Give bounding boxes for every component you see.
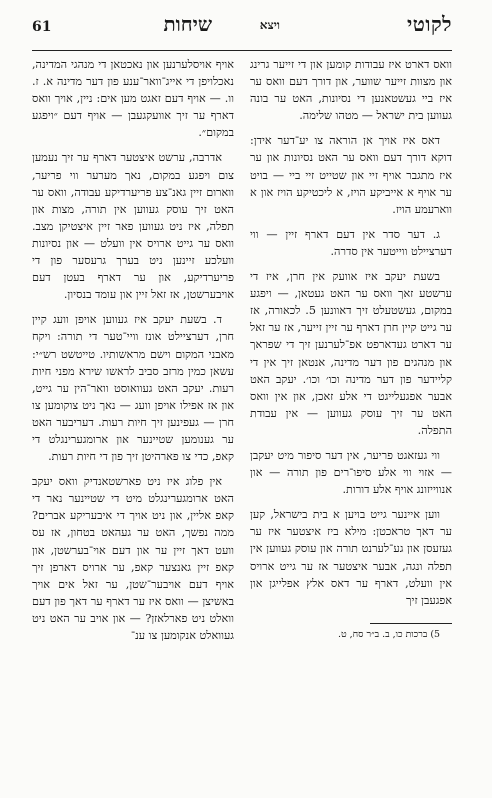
header-title-left: שיחות <box>163 12 212 36</box>
running-header <box>32 12 452 46</box>
paragraph: אין פלוג איז ניט פארשטאנדיק וואס יעקב האט ארומגערינגלט מיט די שטיינער נאר די קאפ אליין, און ניט אויך די איבעריקע אברים? ממה נפשך, האט ער געהאט בטחון, אז עס וועט דאך זיין ער און דעם אוי־בערשטן, און קאפ זיין גאנצער קאפ, ער ארויס דארפן זיך אויף דעם אויבער־שטן, ער זאל אים אויך באשיצן — וואס איז ער דארף ער דאך פון דעם וואלט ניט פארלאזן? — און אויב ער האט ניט געוואלט אנקומען צו ענ־ <box>32 475 234 642</box>
left-column <box>32 56 234 652</box>
paragraph: אדרבה, ערשט איצטער דארף ער זיך נעמען צום ויפגע במקום, נאך מערער ווי פריער, ווארום זיין גאנ־צע פריערדיקע עבודה, וואס ער האט זיך עוסק געווען אין תורה, מצות און תפלה, איז ניט געווען פאר זיין איצטיקן מצב. וואס ער גייט ארויס אין וועלט — און נסיונות וועלכע זיינען ניט בערך גרעסער פון די פריערדיקע, און ער דארף בעטן דעם אויבערשטן, אז זאל זיין און עומד בנסיון. <box>32 151 234 302</box>
header-title-right: לקוטי <box>407 12 452 36</box>
header-parsha: ויצא <box>259 18 280 32</box>
right-column <box>250 56 452 649</box>
paragraph: ד. בשעת יעקב איז געווען אויפן וועג קיין חרן, דערציילט אונז וויי־טער די תורה: ויקח מאבני המקום וישם מראשותיו. טייטשט רש״י: עשאן כמין מרזב סביב לראשו שירא מפני חיות רעות. יעקב האט געוואוסט וואר־הין ער גייט, און אז אפילו אויפן וועג — נאך ניט צוקומען צו חרן — געפינען זיך חיות רעות. דעריבער האט ער גענומען שטיינער און ארומגערינגלט די קאפ, כדי צו פארהיטן זיך פון די חיות רעות. <box>32 313 234 464</box>
paragraph: דאס איז אויך אן הוראה צו יע־דער אידן: דוקא דורך דעם וואס ער האט נסיונות און ער איז מתגבר אויף זיי און שטייט זיי ביי — בויט ער אויף א אייביקע הויז, א ליכטיקע הויז און א ווארעמע הויז. <box>250 134 452 216</box>
text-columns <box>32 56 452 738</box>
paragraph: ג. דער סדר אין דעם דארף זיין — ווי דערציילט ווייטער אין סדרה. <box>250 227 452 258</box>
paragraph: ווי געזאגט פריער, אין דער סיפור מיט יעקבן — אזוי ווי אלע סיפו־רים פון תורה — און אנווייזונג אויף אלע דורות. <box>250 448 452 497</box>
paragraph: וואס דארט איז עבודות קומען און די זייער גרינג און מצוות זייער שווער, און דורך דעם וואס ער איז ביי געשטאנען די נסיונות, האט ער בונה געווען בית ישראל — מטהו שלימה. <box>250 58 452 123</box>
page-number: 61 <box>32 19 52 35</box>
header-rule <box>32 50 452 51</box>
footnote-rule <box>370 623 452 624</box>
paragraph: אויף אויסלערנען און נאכטאן די מנהגי המדינה, נאכלויפן די אייג־וואר־ענע פון דער מדינה א. ז. וו. — אויף דעם זאגט מען אים: ניין, אויך וואס דארף ער זיך אוועקגעבן — אויף דעם ״ויפגע במקום״. <box>32 58 234 140</box>
paragraph: ווען איינער גייט בויען א בית בישראל, קען ער דאך טראכטן: מילא ביז איצטער איז ער געזעסן און גע־לערנט תורה און עוסק געווען אין תפלה ונגה, אבער איצטער אז ער גייט ארויס אין וועלט, דארף ער דאס אלץ אפלייגן און אפגעבן זיך <box>250 508 452 607</box>
footnote: 5) ברכות כו, ב. ב״ר סח, ט. <box>338 628 440 640</box>
paragraph: בשעת יעקב איז אוועק אין חרן, איז די ערשטע זאך וואס ער האט געטאן, — ויפגע במקום, געשטעלט זיך דאוונען 5. לכאורה, אז ער גייט קיין חרן דארף ער זיין זייער, אז ער זאל ער דארט געדארפט אפ־לערנען זיך די שפראך און מנהגים פון דער מדינה, אנטאן זיך אין די קליידער פון דער מדינה וכו׳ וכו׳. יעקב האט אבער אפגעלייגט די אלע זאכן, און אין וואס האט ער זיך עוסק געווען — אין עבודת התפלה. <box>250 270 452 437</box>
